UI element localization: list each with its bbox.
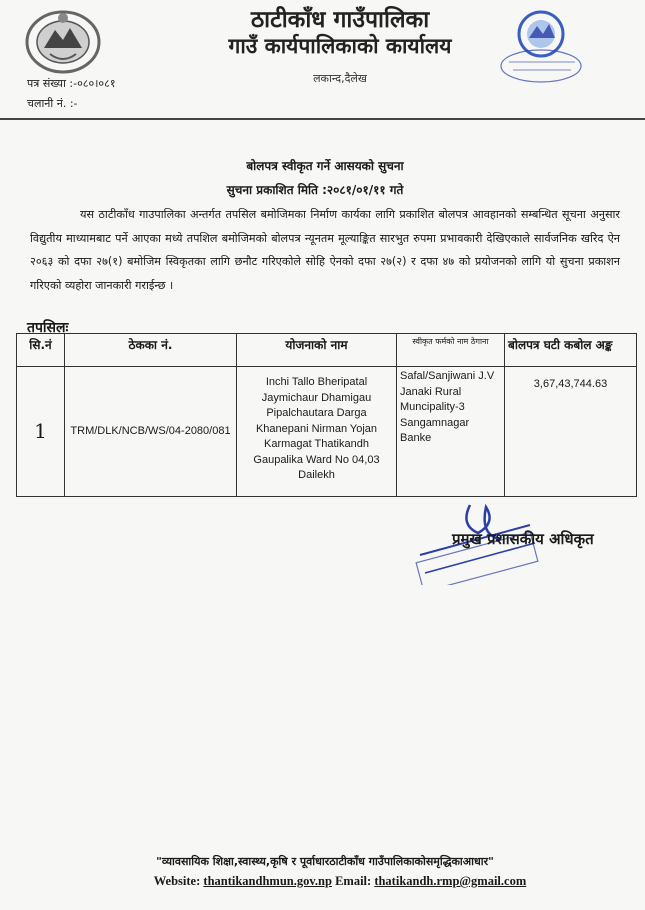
office-location: लकान्द,दैलेख [313, 72, 367, 85]
dispatch-number: चलानी नं. :- [27, 97, 78, 110]
table-row [17, 367, 637, 497]
office-stamp-icon [495, 8, 587, 88]
header-project-name: योजनाको नाम [237, 334, 397, 367]
header-sn: सि.नं [17, 334, 65, 367]
details-label: तपसिलः [27, 320, 69, 336]
cell-project-name: Inchi Tallo Bheripatal Jaymichaur Dhamigau Pipalchautara Darga Khanepani Nirman Yojan Karmagat Thatikandh Gaupalika Ward No 04,03 Dailekh [237, 367, 397, 497]
cell-contract-no: TRM/DLK/NCB/WS/04-2080/081 [65, 367, 237, 497]
municipality-name: ठाटीकाँध गाउँपालिका [250, 6, 430, 33]
reference-number: पत्र संख्या :-०८०।०८१ [27, 77, 116, 90]
email-link[interactable]: thatikandh.rmp@gmail.com [374, 874, 527, 888]
table-header-row [17, 334, 637, 367]
website-link[interactable]: thantikandhmun.gov.np [203, 874, 332, 888]
email-label: Email: [335, 874, 372, 888]
signatory-title: प्रमुख प्रशासकीय अधिकृत [452, 530, 594, 548]
header-bidder: स्वीकृत फर्मको नाम ठेगाना [397, 334, 505, 367]
header-amount: बोलपत्र घटी कबोल अङ्क [505, 334, 637, 367]
cell-bidder: Safal/Sanjiwani J.V Janaki Rural Muncipality-3 Sangamnagar Banke [397, 367, 505, 497]
website-label: Website: [153, 874, 201, 888]
header-contract-no: ठेकका नं. [65, 334, 237, 367]
cell-amount: 3,67,43,744.63 [505, 367, 637, 497]
notice-title: बोलपत्र स्वीकृत गर्ने आसयको सुचना [246, 159, 404, 173]
bid-table [16, 333, 637, 497]
office-name: गाउँ कार्यपालिकाको कार्यालय [228, 33, 452, 58]
nepal-emblem-icon [22, 8, 104, 74]
cell-sn: 1 [17, 367, 65, 497]
footer-motto: "व्यावसायिक शिक्षा,स्वास्थ्य,कृषि र पूर्वाधारठाटीकाँध गाउँपालिकाकोसमृद्धिकाआधार" [156, 855, 494, 868]
header-divider [0, 118, 645, 120]
published-date: सुचना प्रकाशित मिति :२०८१/०१/११ गते [226, 183, 404, 197]
footer-contact [60, 874, 620, 889]
notice-body: यस ठाटीकाँध गाउपालिका अन्तर्गत तपसिल बमोजिमका निर्माण कार्यका लागि प्रकाशित बोलपत्र आवहानको सम्बन्धित सूचना अनुसार विद्युतीय माध्यामबाट पर्ने आएका मध्ये तपशिल बमोजिमको बोलपत्र न्यूनतम मूल्याङ्कित सारभुत रुपमा प्रभावकारी देखिएकाले सार्वजनिक खरिद ऐन २०६३ को दफा २७(१) बमोजिम स्विकृतका लागि छनौट गरिएकोले सोहि ऐनको दफा २७(२) र दफा ४७ को प्रयोजनको लागि यो सुचना प्रकाशन गरिएको व्यहोरा जानकारी गराईन्छ । [30, 208, 620, 292]
